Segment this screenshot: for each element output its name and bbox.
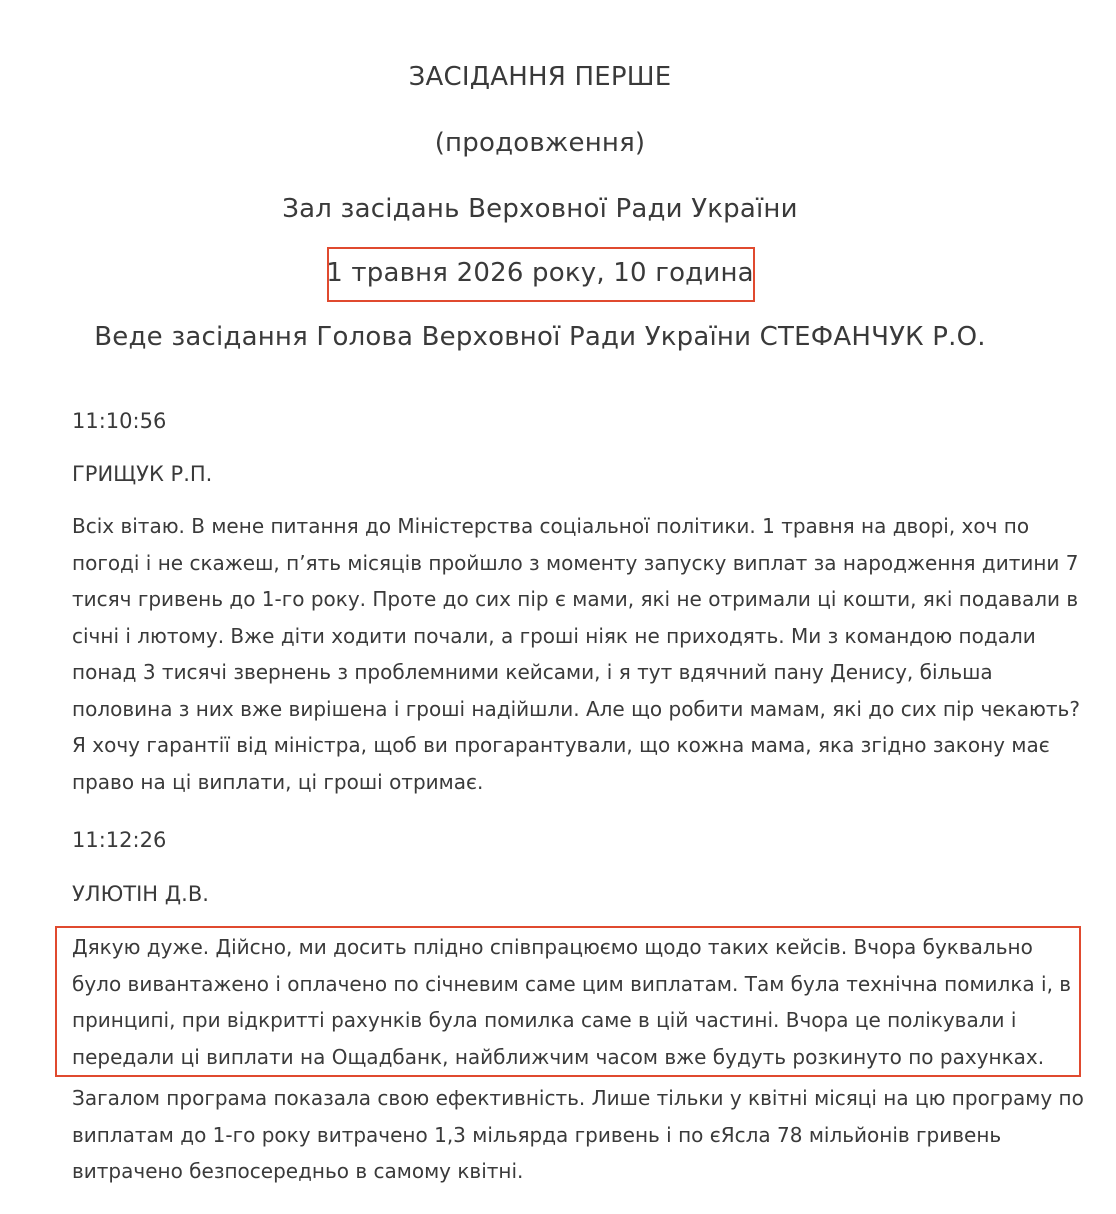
date-highlight-box bbox=[327, 247, 755, 302]
session-chair: Веде засідання Голова Верховної Ради України СТЕФАНЧУК Р.О. bbox=[94, 322, 986, 352]
session-date: 1 травня 2026 року, 10 година bbox=[326, 258, 754, 288]
speech-line: витрачено безпосередньо в самому квітні. bbox=[72, 1159, 524, 1183]
speech-line: січні і лютому. Вже діти ходити почали, а гроші ніяк не приходять. Ми з командою подали bbox=[72, 623, 1036, 648]
speech-paragraph bbox=[72, 1080, 1084, 1190]
speaker-name: ГРИЩУК Р.П. bbox=[72, 462, 213, 486]
session-title: ЗАСІДАННЯ ПЕРШЕ bbox=[408, 62, 672, 92]
speech-line: Всіх вітаю. В мене питання до Міністерства соціальної політики. 1 травня на дворі, хоч по bbox=[72, 514, 1030, 538]
speech-line: право на ці виплати, ці гроші отримає. bbox=[72, 769, 484, 794]
highlighted-speech-paragraph bbox=[72, 929, 1072, 1075]
speech-line: погоді і не скажеш, п’ять місяців пройшло з моменту запуску виплат за народження дитини 7 bbox=[72, 550, 1079, 575]
speech-paragraph bbox=[72, 508, 1080, 800]
session-location: Зал засідань Верховної Ради України bbox=[282, 194, 798, 224]
speech-line: виплатам до 1-го року витрачено 1,3 мільярда гривень і по єЯсла 78 мільйонів гривень bbox=[72, 1122, 1002, 1147]
speech-line: було вивантажено і оплачено по січневим саме цим виплатам. Там була технічна помилка і, в bbox=[72, 971, 1072, 996]
speech-line: Я хочу гарантії від міністра, щоб ви прогарантували, що кожна мама, яка згідно закону має bbox=[72, 733, 1050, 757]
speech-line: понад 3 тисячі звернень з проблемними кейсами, і я тут вдячний пану Денису, більша bbox=[72, 660, 993, 684]
timestamp: 11:10:56 bbox=[72, 409, 167, 433]
speaker-name: УЛЮТІН Д.В. bbox=[72, 882, 209, 906]
speech-line: Загалом програма показала свою ефективність. Лише тільки у квітні місяці на цю програму по bbox=[72, 1086, 1084, 1110]
timestamp: 11:12:26 bbox=[72, 828, 167, 852]
speech-line: тисяч гривень до 1-го року. Проте до сих пір є мами, які не отримали ці кошти, які подавали в bbox=[72, 587, 1079, 611]
speech-line: Дякую дуже. Дійсно, ми досить плідно співпрацюємо щодо таких кейсів. Вчора буквально bbox=[72, 935, 1033, 959]
speech-line: принципі, при відкритті рахунків була помилка саме в цій частині. Вчора це полікували і bbox=[72, 1008, 1017, 1032]
session-subtitle: (продовження) bbox=[434, 128, 646, 158]
speech-line: половина з них вже вирішена і гроші надійшли. Але що робити мамам, які до сих пір чекають? bbox=[72, 696, 1080, 721]
speech-line: передали ці виплати на Ощадбанк, найближчим часом вже будуть розкинуто по рахунках. bbox=[72, 1044, 1045, 1069]
